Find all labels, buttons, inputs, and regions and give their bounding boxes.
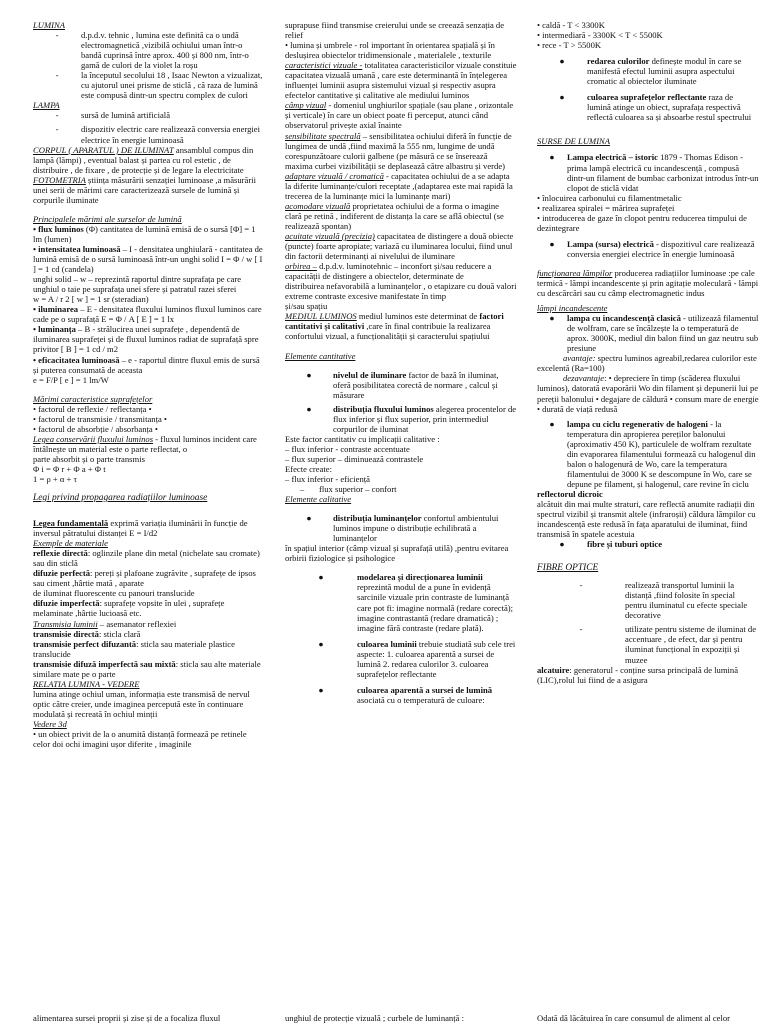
paragraph-dezavantaje: dezavantaje: • depreciere în timp (scăderea fluxului luminos), datorată evaporării Wo din filament și depunerii lui pe pereții balonului • degajare de căldură • consum mare de energie • durată de viață redusă: [537, 373, 759, 414]
paragraph-fotometria: FOTOMETRIA știința măsurării senzației luminoase ,a măsurării unei serii de mărimi care caracterizează sursele de lumină și corpurile iluminate: [33, 174, 256, 205]
list-item: - utilizate pentru sisteme de iluminat de accentuare , de efect, dar și pentru iluminat funcțional în expoziții și muzee: [579, 624, 757, 665]
cutoff-line-left: alimentarea sursei proprii și zise și de a focaliza fluxul: [33, 1013, 221, 1023]
paragraph-evolutie-lampa: • înlocuirea carbonului cu filamentmetalic • realizarea spiralei = mărirea suprafeței • introducerea de gaze în clopot pentru reducerea timpului de dezintegrare: [537, 192, 747, 233]
list-item: ● culoarea aparentă a sursei de lumină asociată cu o temperatură de culoare:: [318, 684, 493, 705]
paragraph-eficacitate: • eficacitatea luminoasă – e - raportul dintre fluxul emis de sursă și puterea consumată de aceasta e = F/P [ e ] = 1 lm/W: [33, 354, 260, 385]
paragraph-legea-fundamentala: Legea fundamentală exprimă variația iluminării în funcție de inversul pătratului distanței E = I/d2: [33, 518, 248, 539]
paragraph-transmisia-luminii: Transmisia luminii – asemanator reflexiei: [33, 618, 177, 629]
list-item: ● lampa cu ciclu regenerativ de halogeni - la temperatura din apropierea pereților balonului (aproximativ 450 K), particulele de wolfram rezultate din evaporarea filamentului formează cu halogenul din balon o halogenură de Wo, care la temperatura filamentului de 3000 K se descompune în Wo, care se depune pe filament, și halogenul, care revine în ciclu: [549, 418, 756, 489]
paragraph-intensitate: • intensitatea luminoasă – I - densitatea unghiulară - cantitatea de lumină emisă de o sursă luminoasă într-un unghi solid I = Φ / w [ I ] = 1 cd (candela) unghi solid – w – reprezintă raportul dintre suprafața pe care unghiul o taie pe suprafața unei sfere și patratul razei sferei w = A / r 2 [ w ] = 1 sr (steradian): [33, 243, 263, 305]
list-item: ● Lampa electrică – istoric 1879 - Thomas Edison - prima lampă electrică cu incandescență , compusă dintr-un filament de bumbac carbonizat introdus într-un clopot de sticlă vidat: [549, 152, 759, 193]
list-item: - dispozitiv electric care realizează conversia energiei electrice în energie luminoasă: [55, 124, 261, 145]
paragraph-difuzie-perfecta: difuzie perfectă: pereți și plafoane zugrăvite , suprafețe de ipsos sau ciment ,hârtie mată , aparate de iluminat fluorescente cu panouri translucide: [33, 568, 256, 599]
paragraph-relatia: lumina atinge ochiul uman, informația este transmisă de nervul optic către creier, unde imaginea percepută este în continuare modulată și recreată în ochiul minții: [33, 688, 250, 719]
cutoff-line-middle: unghiul de protecție vizuală ; curbele de luminanță :: [285, 1013, 464, 1023]
list-item: - sursă de lumină artificială: [55, 110, 171, 121]
heading-lampi-incandescente: lămpi incandescente: [537, 303, 608, 314]
paragraph-sensibilitate-spectrala: sensibilitate spectrală – sensibilitatea ochiului diferă în funcție de lungimea de undă ,fiind maximă la 555 nm, lungime de undă corespunzătoare culorii galbene (pe măsură ce se înserează maxima curbei vizibilității se deplasează către albastru și verde): [285, 130, 512, 171]
list-item: - realizează transportul luminii la distanță ,fiind folosite în special pentru iluminatul cu efecte speciale decorative: [579, 580, 748, 621]
paragraph-camp-vizual: câmp vizual - domeniul unghiurilor spațiale (sau plane , orizontale și verticale) în care un obiect poate fi perceput, atunci când observatorul privește axial înainte: [285, 100, 514, 131]
paragraph-transmisie-perfect-difuzanta: transmisie perfect difuzantă: sticla sau materiale plastice translucide: [33, 638, 235, 659]
heading-elemente-calitative: Elemente calitative: [285, 494, 352, 505]
paragraph-difuzie-imperfecta: difuzie imperfectă: suprafețe vopsite în ulei , suprafețe melaminate ,hârtie lucioasă etc.: [33, 598, 225, 619]
heading-marimi-suprafete: Mărimi caracteristice suprafețelor: [33, 393, 153, 404]
heading-exemple-materiale: Exemple de materiale: [33, 538, 108, 549]
list-item: ● culoarea luminii trebuie studiată sub cele trei aspecte: 1. culoarea aparentă a sursei de lumină 2. redarea culorilor 3. culoarea suprafețelor reflectante: [318, 638, 516, 679]
paragraph-mediul-luminos: MEDIUL LUMINOS mediul luminos este determinat de factori cantitativi și calitativi ,care în final contribuie la realizarea confortului vizual, a funcționalității și caracterului spațiului: [285, 311, 504, 342]
heading-principalele-marimi: Principalele mărimi ale surselor de lumină: [33, 213, 182, 224]
heading-relatia-lumina-vedere: RELATIA LUMINA - VEDERE: [33, 678, 140, 689]
heading-surse-de-lumina: SURSE DE LUMINA: [537, 136, 611, 147]
paragraph-caracteristici-vizuale: caracteristici vizuale - totalitatea caracteristicilor vizuale constituie capacitatea vizuală umană , care este determinantă în înțelegerea influenței luminii asupra sistemului vizual și respectiv asupra efectelor cantitative și calitative ale mediului luminos: [285, 60, 517, 101]
heading-fibre-optice: FIBRE OPTICE: [537, 563, 599, 574]
paragraph-avantaje: avantaje: spectru luminos agreabil,redarea culorilor este excelentă (Ra=100): [537, 353, 757, 374]
list-item: ● distribuția fluxului luminos alegerea procentelor de flux inferior și flux superior, prin intermediul corpurilor de iluminat: [306, 403, 517, 434]
heading-vedere-3d: Vedere 3d: [33, 719, 67, 729]
cutoff-line-right: Odată dă lăcătuirea în care consumul de aliment al celor: [537, 1013, 731, 1023]
list-item: ● Lampa (sursa) electrică - dispozitivul care realizează conversia energiei electrice în energie luminoasă: [549, 238, 755, 259]
paragraph-reflectorul-dicroic: alcătuit din mai multe straturi, care reflectă anumite radiații din spectrul vizibil și transmit altele (infraroșii) căldura lămpilor cu incandescență este redusă în fața aparatului de iluminat, fiind transmisă în spatele acestuia: [537, 498, 756, 540]
heading-legi-propagare: Legi privind propagarea radiațiilor luminoase: [33, 493, 208, 504]
paragraph-transmisie-difuza: transmisie difuză imperfectă sau mixtă: sticla sau alte materiale similare mate pe o parte: [33, 658, 261, 679]
list-item: - la începutul secolului 18 , Isaac Newton a vizualizat, cu ajutorul unei prisme de sticlă , că raza de lumină este compusă dintr-un spectru complex de culori: [55, 70, 263, 101]
paragraph-relief: suprapuse fiind transmise creierului unde se creează senzația de relief • lumina și umbrele - rol important în orientarea spațială și în deslușirea obiectelor tridimensionale , materialele , texturile: [285, 20, 505, 61]
paragraph-transmisie-directa: transmisie directă: sticla clară: [33, 628, 141, 639]
list-item: ● culoarea suprafețelor reflectante raza de lumină atinge un obiect, suprafața respectivă reflectă culoarea sa și absoarbe restul spectrului: [559, 92, 752, 123]
list-item: ● fibre și tuburi optice: [559, 539, 663, 550]
column-left: [33, 20, 265, 749]
list-item: – flux superior – confort: [299, 484, 397, 495]
list-item: - d.p.d.v. tehnic , lumina este definită ca o undă electromagnetică ,vizibilă ochiului uman într-o bandă cuprinsă între aprox. 400 și 800 nm, într-o gamă de culori de la violet la roșu: [55, 30, 249, 71]
list-item: ● lampa cu incandescență clasică - utilizează filamentul de wolfram, care se încălzește la o temperatură de aprox. 3000K, mediul din balon fiind un gaz neutru sub presiune: [549, 313, 759, 354]
list-item: ● redarea culorilor definește modul în care se manifestă efectul luminii asupra aspectului cromatic al obiectelor iluminate: [559, 56, 742, 87]
list-item: ● nivelul de iluminare factor de bază în iluminat, oferă posibilitatea corectă de normare , calcul și măsurare: [306, 369, 499, 400]
paragraph-temperaturi: • caldă - T < 3300K • intermediară - 3300K < T < 5500K • rece - T > 5500K: [537, 20, 663, 51]
paragraph-spatiu-interior: în spațiul interior (câmp vizual și suprafață utilă) ,pentru evitarea orbirii fiziologice și psihologice: [285, 543, 509, 564]
paragraph-acuitate-vizuala: acuitate vizuală (precizia) capacitatea de distingere a două obiecte (puncte) foarte apropiate; variază cu iluminarea locului, fiind unul din factorii determinanți ai nivelului de iluminare: [285, 230, 514, 262]
paragraph-legea-conservarii: Legea conservării fluxului luminos - fluxul luminos incident care întâlnește un material este o parte reflectat, o parte absorbit și o parte transmis Φ i = Φ r + Φ a + Φ t 1 = ρ + α + τ: [33, 433, 257, 485]
paragraph-corpul: CORPUL ( APARATUL ) DE ILUMINAT ansamblul compus din lampă (lămpi) , eventual balast și partea cu rol estetic , de distribuire , de fixare , de protecție și de legare la electricitate: [33, 144, 254, 175]
list-item: ● modelarea și direcționarea luminii reprezintă modul de a pune în evidență sarcinile vizuale prin contraste de luminanță care pot fi: imagine normală (redare corectă); imagine contrastantă (redare dramatică) ; imagine fără contraste (redare plată).: [318, 572, 514, 633]
column-right: [537, 20, 759, 685]
paragraph-alcatuire: alcatuire: generatorul - conține sursa principală de lumină (LIC),rolul lui fiind de a asigura: [537, 664, 739, 685]
paragraph-functionarea-lampilor: funcționarea lămpilor producerea radiațiilor luminoase :pe cale termică - lămpi incandescente și prin agitație moleculară - lămpi cu descărcări sau cu câmp electromagnetic indus: [537, 267, 759, 299]
heading-lampa: LAMPA: [33, 100, 60, 111]
paragraph-factori: • factorul de reflexie / reflectanța • • factorul de transmisie / transmitanța • • factorul de absorbție / absorbanța •: [33, 403, 167, 434]
paragraph-acomodare-vizuala: acomodare vizuală proprietatea ochiului de a forma o imagine clară pe retină , indiferent de distanța la care se află obiectul (se realizează spontan): [285, 200, 504, 231]
paragraph-flux: • flux luminos (Φ) cantitatea de lumină emisă de o sursă [Φ] = 1 lm (lumen): [33, 223, 256, 244]
heading-lumina: LUMINA: [33, 20, 65, 30]
paragraph-iluminare: • iluminarea – E - densitatea fluxului luminos fluxul luminos care cade pe o suprafață E = Φ / A [ E ] = 1 lx: [33, 304, 262, 325]
heading-elemente-cantitative: Elemente cantitative: [285, 350, 356, 361]
paragraph-adaptare-vizuala: adaptare vizuală / cromatică - capacitatea ochiului de a se adapta la diferite luminanțe/culori receptate ,(adaptarea este mai rapidă la trecerea de la luminanțe mici la luminanțe mari): [285, 170, 513, 201]
paragraph-vedere-3d: • un obiect privit de la o anumită distanță formează pe retinele celor doi ochi imagini ușor diferite , imaginile: [33, 729, 247, 750]
list-item: ● distribuția luminanțelor confortul ambientului luminos impune o distribuție echilibrată a luminanțelor: [306, 513, 499, 544]
heading-reflectorul-dicroic: reflectorul dicroic: [537, 488, 603, 499]
paragraph-reflexie-directa: reflexie directă: oglinzile plane din metal (nichelate sau cromate) sau din sticlă: [33, 548, 260, 569]
paragraph-factor-cantitativ: Este factor cantitativ cu implicații calitative : – flux inferior - contraste accentuate – flux superior – diminuează contrastele Efecte create: – flux inferior - eficiență: [285, 433, 440, 485]
paragraph-orbirea: orbirea – d.p.d.v. luminotehnic – inconfort și/sau reducere a capacității de distingere a obiectelor, determinate de distribuirea nefavorabilă a luminanțelor , o etapizare cu două valori extreme contraste excesive manifestate în timp și/sau spațiu: [285, 261, 517, 312]
column-middle: [285, 20, 517, 705]
paragraph-luminanta: • luminanța – B - strălucirea unei suprafețe , dependentă de iluminarea suprafeței și de fluxul luminos radiat de suprafață spre privitor [ B ] = 1 cd / m2: [33, 324, 259, 355]
